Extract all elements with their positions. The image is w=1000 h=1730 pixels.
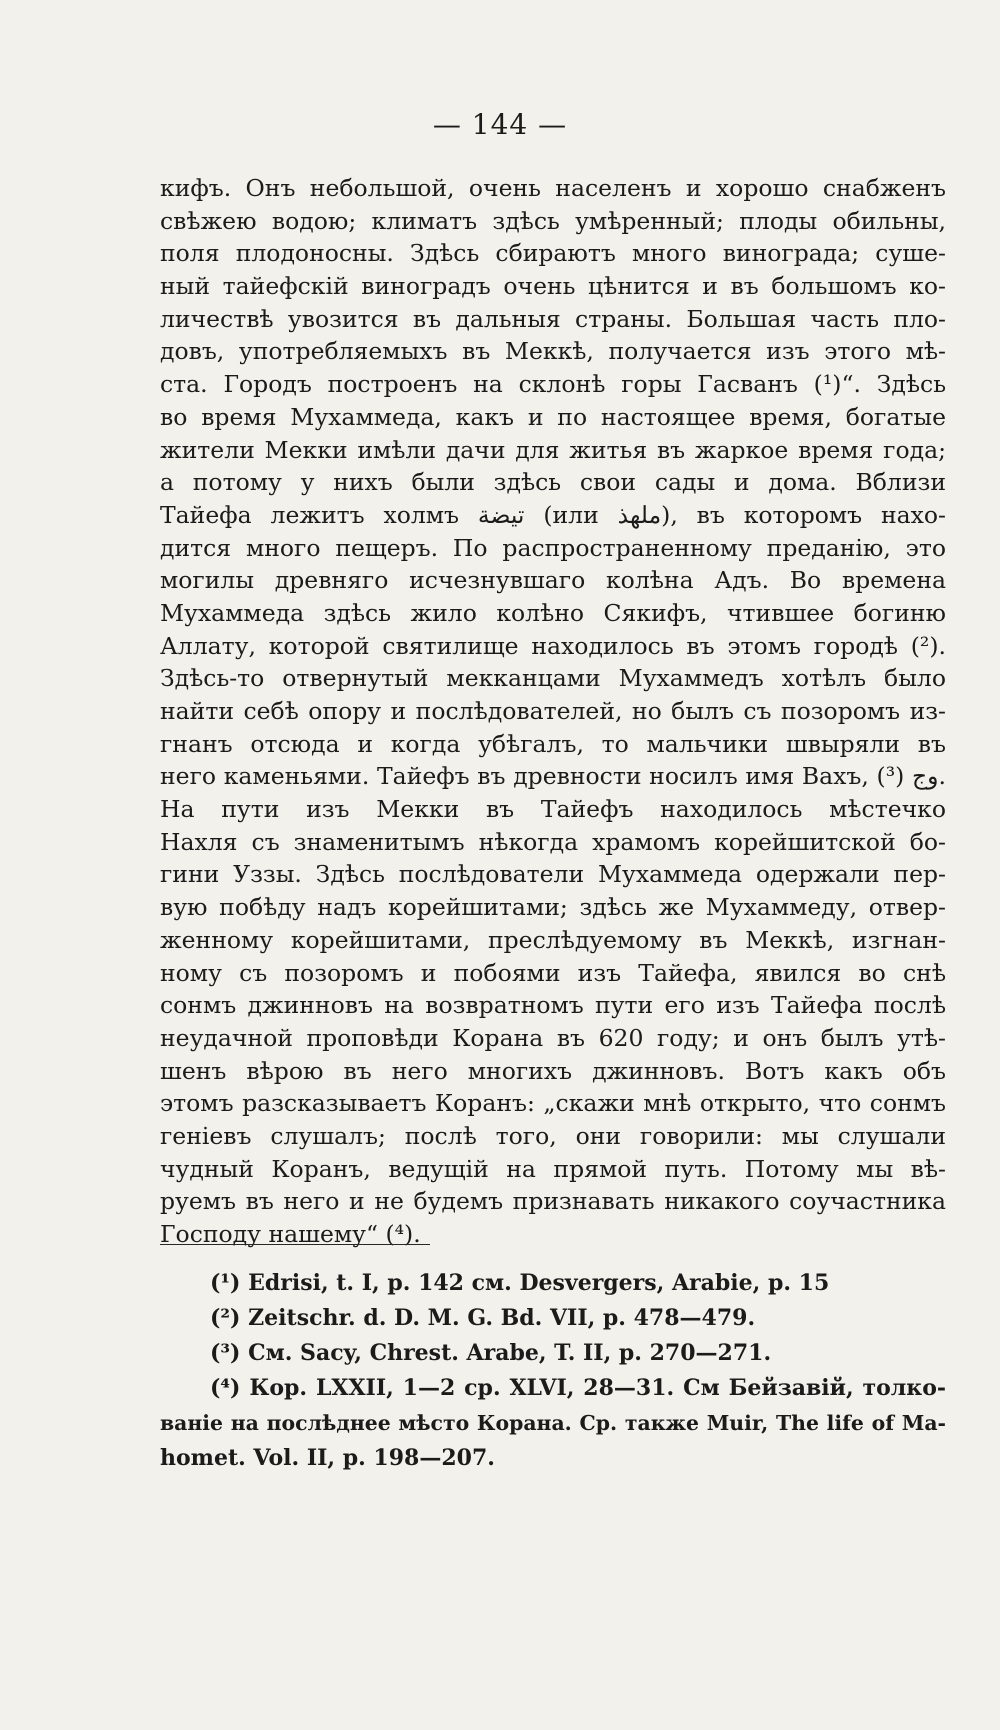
text-line: этомъ разсказываетъ Коранъ: „скажи мнѣ открыто, что сонмъ (160, 1089, 946, 1118)
text-line: чудный Коранъ, ведущій на прямой путь. Потому мы вѣ- (160, 1154, 946, 1183)
text-line: неудачной проповѣди Корана въ 620 году; и онъ былъ утѣ- (160, 1023, 946, 1052)
footnote-4-cont: ваніе на послѣднее мѣсто Корана. Ср. также Muir, The life of Ma- (160, 1411, 946, 1435)
text-line: ному съ позоромъ и побоями изъ Тайефа, явился во снѣ (160, 958, 946, 987)
text-line: ста. Городъ построенъ на склонѣ горы Гасванъ (¹)“. Здѣсь (160, 370, 946, 399)
text-line: него каменьями. Тайефъ въ древности носилъ имя Вахъ, وج (³). (160, 762, 946, 791)
text-line: поля плодоносны. Здѣсь сбираютъ много винограда; суше- (160, 239, 946, 268)
text-line: довъ, употребляемыхъ въ Меккѣ, получается изъ этого мѣ- (160, 337, 946, 366)
text-line: ный тайефскій виноградъ очень цѣнится и въ большомъ ко- (160, 272, 946, 301)
text-line: На пути изъ Мекки въ Тайефъ находилось мѣстечко (160, 795, 946, 824)
footnote-3: (³) См. Sacy, Chrest. Arabe, T. II, p. 270—271. (210, 1340, 772, 1366)
text-line: а потому у нихъ были здѣсь свои сады и дома. Вблизи (160, 468, 946, 497)
text-line: могилы древняго исчезнувшаго колѣна Адъ. Во времена (160, 566, 946, 595)
footnote-2: (²) Zeitschr. d. D. M. G. Bd. VII, p. 478—479. (210, 1305, 756, 1331)
page-number: — 144 — (432, 108, 568, 141)
footnotes (160, 1266, 946, 1476)
text-line: кифъ. Онъ небольшой, очень населенъ и хорошо снабженъ (160, 174, 946, 202)
text-line: во время Мухаммеда, какъ и по настоящее время, богатые (160, 402, 946, 431)
text-line: гнанъ отсюда и когда убѣгалъ, то мальчики швыряли въ (160, 729, 946, 758)
text-line: жители Мекки имѣли дачи для житья въ жаркое время года; (160, 435, 946, 464)
footnote-4-end: homet. Vol. II, p. 198—207. (160, 1445, 495, 1471)
main-text (160, 172, 946, 1251)
footnote-4: (⁴) Кор. LXXII, 1—2 ср. XLVI, 28—31. См Бейзавій, толко- (210, 1375, 946, 1401)
text-line: Здѣсь-то отвернутый мекканцами Мухаммедъ хотѣлъ было (160, 664, 946, 693)
text-line: сонмъ джинновъ на возвратномъ пути его изъ Тайефа послѣ (160, 991, 946, 1020)
text-line: Нахля съ знаменитымъ нѣкогда храмомъ корейшитской бо- (160, 827, 946, 856)
footnote-divider (160, 1244, 430, 1245)
text-line: Мухаммеда здѣсь жило колѣно Сякифъ, чтившее богиню (160, 598, 946, 627)
text-line: найти себѣ опору и послѣдователей, но былъ съ позоромъ из- (160, 697, 946, 725)
footnote-1: (¹) Edrisi, t. I, p. 142 см. Desvergers, Arabie, p. 15 (210, 1270, 830, 1296)
text-line: дится много пещеръ. По распространенному преданію, это (160, 533, 946, 562)
text-line: Господу нашему“ (⁴). (160, 1220, 421, 1248)
text-line: вую побѣду надъ корейшитами; здѣсь же Мухаммеду, отвер- (160, 893, 946, 922)
text-line: гини Уззы. Здѣсь послѣдователи Мухаммеда одержали пер- (160, 860, 946, 889)
text-line: личествѣ увозится въ дальныя страны. Большая часть пло- (160, 304, 946, 333)
text-line: Аллату, которой святилище находилось въ этомъ городѣ (²). (160, 631, 946, 660)
text-line: геніевъ слушалъ; послѣ того, они говорили: мы слушали (160, 1121, 946, 1150)
text-line: Тайефа лежитъ холмъ تيضة (или ملهذ), въ которомъ нахо- (160, 500, 946, 529)
text-line: женному корейшитами, преслѣдуемому въ Меккѣ, изгнан- (160, 925, 946, 954)
text-line: свѣжею водою; климатъ здѣсь умѣренный; плоды обильны, (160, 206, 946, 235)
text-line: шенъ вѣрою въ него многихъ джинновъ. Вотъ какъ объ (160, 1056, 946, 1085)
text-line: руемъ въ него и не будемъ признавать никакого соучастника (160, 1187, 946, 1216)
